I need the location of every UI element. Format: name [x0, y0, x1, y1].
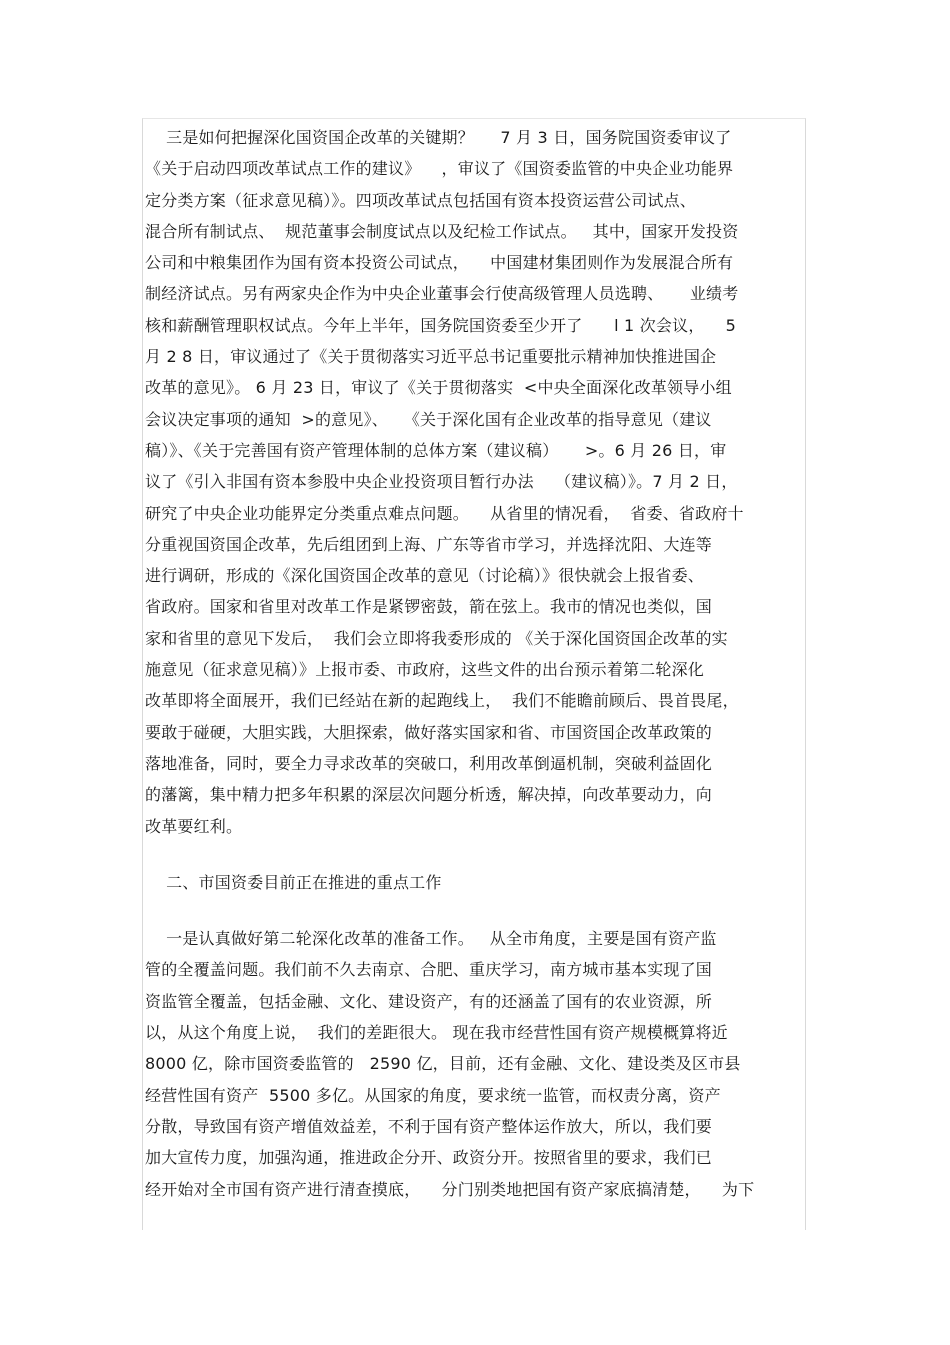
text-line: 会议决定事项的通知 >的意见》、 《关于深化国有企业改革的指导意见（建议 — [145, 409, 712, 429]
text-line: 改革即将全面展开，我们已经站在新的起跑线上， 我们不能瞻前顾后、畏首畏尾， — [145, 691, 739, 711]
text-line: 议了《引入非国有资本参股中央企业投资项目暂行办法 （建议稿）》。7 月 2 日， — [145, 472, 738, 492]
text-line: 经营性国有资产 5500 多亿。从国家的角度，要求统一监管，而权责分离，资产 — [145, 1085, 721, 1105]
text-line: 稿）》、《关于完善国有资产管理体制的总体方案（建议稿） >。6 月 26 日，审 — [145, 440, 727, 460]
text-line: 研究了中央企业功能界定分类重点难点问题。 从省里的情况看， 省委、省政府十 — [145, 503, 744, 523]
text-line: 混合所有制试点、 规范董事会制度试点以及纪检工作试点。 其中，国家开发投资 — [145, 221, 739, 241]
document-body — [145, 122, 805, 1205]
text-line: 分重视国资国企改革，先后组团到上海、广东等省市学习，并选择沈阳、大连等 — [145, 534, 713, 554]
text-line: 家和省里的意见下发后， 我们会立即将我委形成的 《关于深化国资国企改革的实 — [145, 628, 728, 648]
text-line: 落地准备，同时，要全力寻求改革的突破口，利用改革倒逼机制，突破利益固化 — [145, 753, 713, 773]
paragraph-spacer — [145, 898, 805, 923]
text-line: 施意见（征求意见稿）》上报市委、市政府，这些文件的出台预示着第二轮深化 — [145, 660, 705, 680]
text-line: 三是如何把握深化国资国企改革的关键期？ 7 月 3 日，国务院国资委审议了 — [145, 128, 732, 147]
section-heading: 二、市国资委目前正在推进的重点工作 — [145, 872, 442, 892]
paragraph-spacer — [145, 842, 805, 867]
text-line: 《关于启动四项改革试点工作的建议》 ，审议了《国资委监管的中央企业功能界 — [145, 159, 734, 179]
text-line: 定分类方案（征求意见稿）》。四项改革试点包括国有资本投资运营公司试点、 — [145, 190, 697, 210]
text-line: 资监管全覆盖，包括金融、文化、建设资产，有的还涵盖了国有的农业资源，所 — [145, 991, 713, 1011]
text-line: 以，从这个角度上说， 我们的差距很大。 现在我市经营性国有资产规模概算将近 — [145, 1023, 728, 1043]
text-line: 进行调研，形成的《深化国资国企改革的意见（讨论稿）》很快就会上报省委、 — [145, 566, 705, 586]
text-line: 核和薪酬管理职权试点。今年上半年，国务院国资委至少开了 l 1 次会议， 5 — [145, 315, 737, 335]
text-line: 加大宣传力度，加强沟通，推进政企分开、政资分开。按照省里的要求，我们已 — [145, 1148, 713, 1168]
text-line: 公司和中粮集团作为国有资本投资公司试点， 中国建材集团则作为发展混合所有 — [145, 253, 734, 273]
text-line: 改革要红利。 — [145, 816, 243, 836]
text-line: 的藩篱，集中精力把多年积累的深层次问题分析透，解决掉，向改革要动力，向 — [145, 785, 713, 805]
text-line: 8000 亿，除市国资委监管的 2590 亿，目前，还有金融、文化、建设类及区市县 — [145, 1054, 741, 1074]
text-line: 一是认真做好第二轮深化改革的准备工作。 从全市角度，主要是国有资产监 — [145, 929, 717, 949]
text-line: 制经济试点。另有两家央企作为中央企业董事会行使高级管理人员选聘、 业绩考 — [145, 284, 739, 304]
text-line: 省政府。国家和省里对改革工作是紧锣密鼓，箭在弦上。我市的情况也类似，国 — [145, 597, 713, 617]
text-line: 月 2 8 日，审议通过了《关于贯彻落实习近平总书记重要批示精神加快推进国企 — [145, 347, 717, 367]
paragraph-preparation-work — [145, 923, 805, 1205]
text-line: 分散，导致国有资产增值效益差，不利于国有资产整体运作放大，所以，我们要 — [145, 1116, 713, 1136]
text-line: 要敢于碰硬，大胆实践，大胆探索，做好落实国家和省、市国资国企改革政策的 — [145, 722, 713, 742]
text-line: 管的全覆盖问题。我们前不久去南京、合肥、重庆学习，南方城市基本实现了国 — [145, 960, 713, 980]
text-line: 经开始对全市国有资产进行清查摸底， 分门别类地把国有资产家底搞清楚， 为下 — [145, 1179, 755, 1199]
text-line: 改革的意见》。 6 月 23 日，审议了《关于贯彻落实 <中央全面深化改革领导小组 — [145, 378, 732, 398]
paragraph-reform-critical-period — [145, 122, 805, 842]
